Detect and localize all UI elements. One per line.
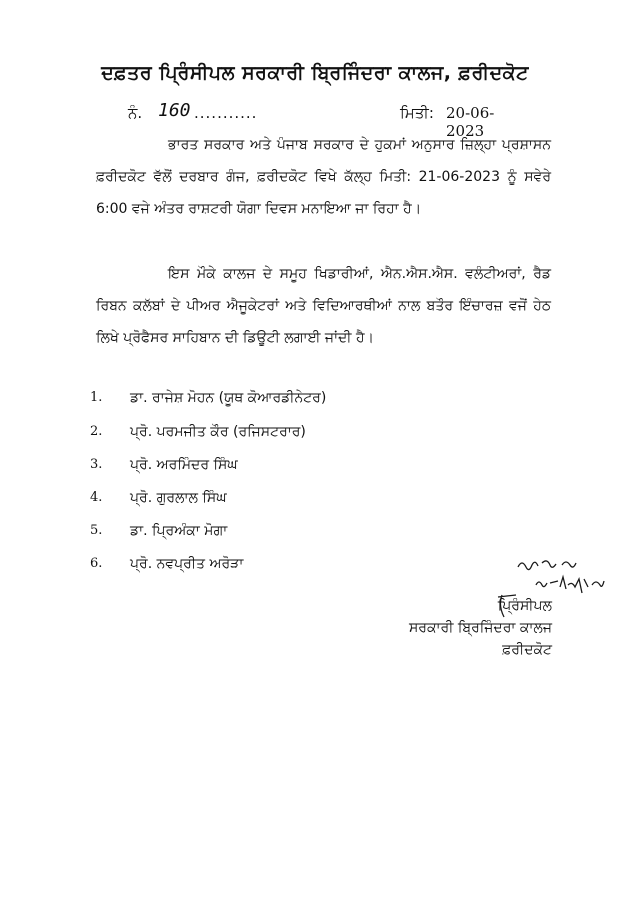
signatory-city: ਫ਼ਰੀਦਕੋਟ [502, 642, 552, 658]
office-title: ਦਫ਼ਤਰ ਪ੍ਰਿੰਸੀਪਲ ਸਰਕਾਰੀ ਬ੍ਰਿਜਿੰਦਰਾ ਕਾਲਜ, ਫ਼ਰੀਦਕੋਟ [101, 62, 529, 84]
signatory-block [409, 595, 552, 661]
list-item-name: ਪ੍ਰੋ. ਨਵਪ੍ਰੀਤ ਅਰੋੜਾ [130, 556, 244, 572]
reference-label: ਨੰ. [128, 104, 143, 122]
list-item-number: 2. [90, 424, 103, 439]
list-item-number: 3. [90, 457, 103, 472]
body-paragraph-2: ਇਸ ਮੌਕੇ ਕਾਲਜ ਦੇ ਸਮੂਹ ਖਿਡਾਰੀਆਂ, ਐਨ.ਐਸ.ਐਸ. ਵਲੰਟੀਅਰਾਂ, ਰੈਡ ਰਿਬਨ ਕਲੱਬਾਂ ਦੇ ਪੀਅਰ ਐਜੂਕੇਟਰਾਂ ਅਤੇ ਵਿਦਿਆਰਥੀਆਂ ਨਾਲ ਬਤੌਰ ਇੰਚਾਰਜ਼ ਵਜੋਂ ਹੇਠ ਲਿਖੇ ਪ੍ਰੋਫੈਸਰ ਸਾਹਿਬਾਨ ਦੀ ਡਿਊਟੀ ਲਗਾਈ ਜਾਂਦੀ ਹੈ। [96, 266, 551, 346]
signatory-college: ਸਰਕਾਰੀ ਬ੍ਰਿਜਿੰਦਰਾ ਕਾਲਜ [408, 620, 552, 636]
list-item-name: ਡਾ. ਰਾਜੇਸ਼ ਮੋਹਨ (ਯੂਥ ਕੋਆਰਡੀਨੇਟਰ) [130, 390, 327, 406]
list-item-name: ਪ੍ਰੋ. ਅਰਮਿੰਦਰ ਸਿੰਘ [130, 457, 238, 473]
list-item-number: 1. [90, 390, 103, 405]
reference-dots: ........... [194, 104, 258, 122]
body-paragraph-1: ਭਾਰਤ ਸਰਕਾਰ ਅਤੇ ਪੰਜਾਬ ਸਰਕਾਰ ਦੇ ਹੁਕਮਾਂ ਅਨੁਸਾਰ ਜ਼ਿਲ੍ਹਾ ਪ੍ਰਸ਼ਾਸਨ ਫ਼ਰੀਦਕੋਟ ਵੱਲੋਂ ਦਰਬਾਰ ਗੰਜ, ਫ਼ਰੀਦਕੋਟ ਵਿਖੇ ਕੱਲ੍ਹ ਮਿਤੀ: 21-06-2023 ਨੂੰ ਸਵੇਰੇ 6:00 ਵਜੇ ਅੰਤਰ ਰਾਸ਼ਟਰੀ ਯੋਗਾ ਦਿਵਸ ਮਨਾਇਆ ਜਾ ਰਿਹਾ ਹੈ। [96, 137, 551, 217]
list-item-name: ਡਾ. ਪ੍ਰਿਅੰਕਾ ਮੋਗਾ [130, 523, 228, 539]
date-label: ਮਿਤੀ: [400, 104, 434, 122]
signatory-designation: ਪ੍ਰਿੰਸੀਪਲ [497, 598, 552, 614]
list-item-number: 5. [90, 523, 103, 538]
list-item-number: 4. [90, 490, 103, 505]
date-value: 20-06-2023 [446, 104, 495, 140]
list-item-number: 6. [90, 556, 103, 571]
reference-number: 160 [158, 100, 191, 121]
list-item-name: ਪ੍ਰੋ. ਗੁਰਲਾਲ ਸਿੰਘ [130, 490, 227, 506]
list-item-name: ਪ੍ਰੋ. ਪਰਮਜੀਤ ਕੌਰ (ਰਜਿਸਟਰਾਰ) [130, 424, 306, 440]
